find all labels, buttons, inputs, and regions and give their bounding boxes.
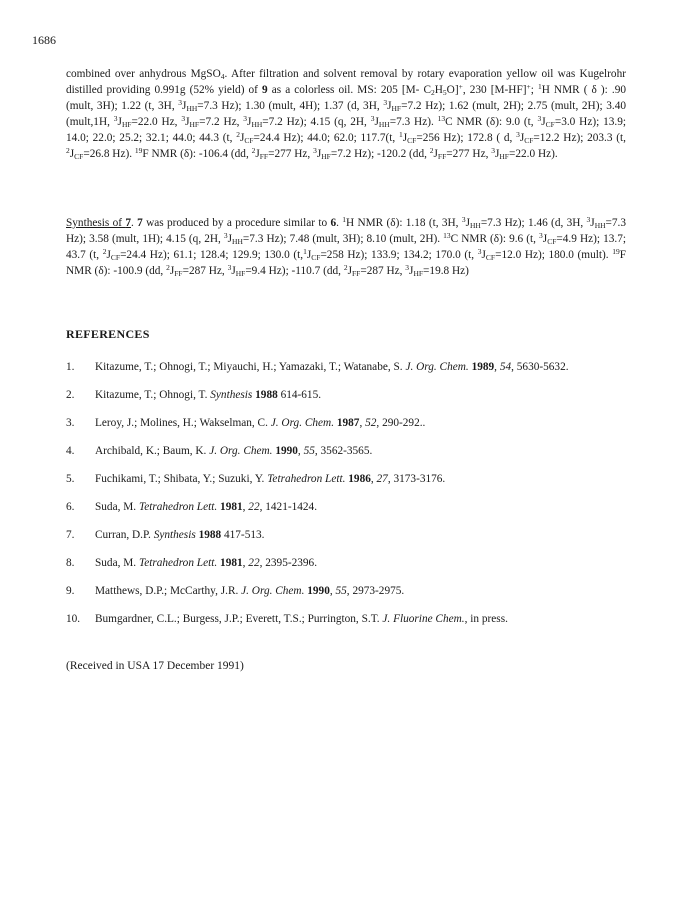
- reference-number: 8.: [66, 557, 75, 569]
- reference-journal: J. Org. Chem.: [209, 445, 273, 457]
- reference-number: 1.: [66, 361, 75, 373]
- reference-journal: J. Org. Chem.: [241, 585, 305, 597]
- reference-text: [95, 388, 595, 402]
- reference-number: 10.: [66, 613, 81, 625]
- reference-item: [66, 388, 626, 402]
- reference-number: 6.: [66, 501, 75, 513]
- reference-year: 1987: [336, 417, 360, 429]
- reference-year: 1988: [255, 389, 278, 401]
- reference-text: Suda, M. Tetrahedron Lett. 1981, 22, 1421-1424.: [95, 501, 318, 513]
- reference-text: Matthews, D.P.; McCarthy, J.R. J. Org. Chem. 1990, 55, 2973-2975.: [95, 585, 405, 597]
- reference-year: 1990: [307, 585, 330, 597]
- reference-volume: 52: [365, 417, 377, 429]
- reference-journal: J. Org. Chem.: [405, 361, 469, 373]
- reference-year: 1990: [275, 445, 298, 457]
- reference-item: [66, 416, 626, 430]
- reference-year: 1989: [471, 361, 495, 373]
- reference-year: 1981: [220, 557, 243, 569]
- reference-volume: 27: [376, 473, 388, 485]
- reference-text: Kitazume, T.; Ohnogi, T.; Miyauchi, H.; Yamazaki, T.; Watanabe, S. J. Org. Chem. 1989, 54, 5630-5632.: [95, 361, 569, 373]
- reference-authors: Suda, M.: [95, 501, 137, 513]
- reference-pages: 3562-3565.: [320, 445, 373, 457]
- reference-volume: 54: [499, 361, 512, 373]
- experimental-paragraph-synthesis-7: Synthesis of 7. 7 was produced by a procedure similar to 6. $^1$H NMR (δ): 1.18 (t, 3H, $^3J_{HH}=7.3$ Hz); 1.46 (d, 3H, $^3J_{HH}=7.3$ Hz); 3.58 (mult, 1H); 4.15 (q, 2H, $^3J_{HH}=7.3$ Hz); 7.48 (mult, 3H); 8.10 (mult, 2H). $^{13}$C NMR (δ): 9.6 (t, $^3J_{CF}=4.9$ Hz); 13.7; 43.7 (t, $^2J_{CF}=24.4$ Hz); 61.1; 128.4; 129.9; 130.0 ($t,^1J_{CF}=258$ Hz); 133.9; 134.2; 170.0 (t, $^3J_{CF}=12.0$ Hz); 180.0 (mult). $^{19}$F NMR (δ): -100.9 (dd, $^2J_{FF}=287$ Hz, $^3J_{HF}=9.4$ Hz); -110.7 (dd, $^2J_{FF}=287$ Hz, $^3J_{HF}=19.8$ Hz): [66, 215, 627, 278]
- reference-pages: 290-292..: [382, 417, 426, 429]
- reference-item: [66, 472, 626, 486]
- references-heading: REFERENCES: [66, 327, 150, 341]
- reference-text: Archibald, K.; Baum, K. J. Org. Chem. 1990, 55, 3562-3565.: [95, 445, 373, 457]
- reference-journal: Tetrahedron Lett.: [138, 557, 218, 569]
- received-date: (Received in USA 17 December 1991): [66, 660, 244, 672]
- reference-journal: Tetrahedron Lett.: [267, 473, 346, 485]
- reference-item: [66, 528, 626, 542]
- reference-authors: Archibald, K.; Baum, K.: [95, 445, 207, 457]
- reference-item: [66, 556, 626, 570]
- reference-authors: Leroy, J.; Molines, H.; Wakselman, C.: [95, 417, 268, 429]
- reference-volume: 22: [248, 557, 260, 569]
- reference-authors: Matthews, D.P.; McCarthy, J.R.: [95, 585, 239, 597]
- reference-item: [66, 584, 626, 598]
- reference-number: 7.: [66, 529, 75, 541]
- reference-pages: 614-615.: [280, 389, 322, 401]
- reference-item: [66, 500, 626, 514]
- reference-volume: 22: [248, 501, 260, 513]
- reference-year: 1981: [220, 501, 243, 513]
- reference-journal: J. Org. Chem.: [270, 417, 335, 429]
- reference-volume: 55: [335, 585, 347, 597]
- synthesis-heading: Synthesis of 7: [66, 217, 131, 229]
- reference-item: [66, 360, 626, 374]
- page-number: 1686: [32, 33, 56, 47]
- reference-journal: J. Fluorine Chem.: [382, 613, 465, 625]
- reference-number: 3.: [66, 417, 75, 429]
- reference-authors: Kitazume, T.; Ohnogi, T.; Miyauchi, H.; Yamazaki, T.; Watanabe, S.: [95, 361, 403, 373]
- reference-authors: Bumgardner, C.L.; Burgess, J.P.; Everett, T.S.; Purrington, S.T.: [95, 613, 380, 625]
- reference-pages: 3173-3176.: [393, 473, 446, 485]
- reference-year: 1986: [348, 473, 371, 485]
- reference-pages: 1421-1424.: [265, 501, 318, 513]
- reference-number: 4.: [66, 445, 75, 457]
- reference-journal: Synthesis: [210, 389, 253, 401]
- reference-list: [66, 360, 626, 640]
- reference-pages: 2395-2396.: [265, 557, 318, 569]
- reference-pages: 2973-2975.: [352, 585, 405, 597]
- reference-number: 9.: [66, 585, 75, 597]
- reference-pages: in press.: [470, 613, 508, 625]
- reference-text: Fuchikami, T.; Shibata, Y.; Suzuki, Y. Tetrahedron Lett. 1986, 27, 3173-3176.: [95, 473, 446, 485]
- reference-authors: Fuchikami, T.; Shibata, Y.; Suzuki, Y.: [95, 473, 265, 485]
- reference-item: [66, 444, 626, 458]
- reference-text: Suda, M. Tetrahedron Lett. 1981, 22, 2395-2396.: [95, 557, 318, 569]
- reference-text: Bumgardner, C.L.; Burgess, J.P.; Everett, T.S.; Purrington, S.T. J. Fluorine Chem., in press.: [95, 613, 508, 625]
- reference-journal: Synthesis: [153, 529, 196, 541]
- reference-authors: Suda, M.: [95, 557, 137, 569]
- reference-authors: Curran, D.P.: [95, 529, 151, 541]
- reference-pages: 5630-5632.: [516, 361, 569, 373]
- reference-text: [95, 528, 595, 542]
- reference-authors: Kitazume, T.; Ohnogi, T.: [95, 389, 208, 401]
- reference-pages: 417-513.: [223, 529, 265, 541]
- reference-item: [66, 612, 626, 626]
- reference-text: Leroy, J.; Molines, H.; Wakselman, C. J. Org. Chem. 1987, 52, 290-292..: [95, 417, 426, 429]
- reference-number: 5.: [66, 473, 75, 485]
- experimental-paragraph-compound-9: combined over anhydrous MgSO$_4$. After filtration and solvent removal by rotary evaporation yellow oil was Kugelrohr distilled providing 0.991g (52% yield) of 9 as a colorless oil. MS: 205 [M- $C_2H_5O]^+$, 230 [M-HF]+; $^1$H NMR ( δ ): .90 (mult, 3H); 1.22 (t, 3H, $^3J_{HH}=7.3$ Hz); 1.30 (mult, 4H); 1.37 (d, 3H, $^3J_{HF}=7.2$ Hz); 1.62 (mult, 2H); 2.75 (mult, 2H); 3.40 (mult,1H, $^3J_{HF}=22.0$ Hz, $^3J_{HF}=7.2$ Hz, $^3J_{HH}=7.2$ Hz); 4.15 (q, 2H, $^3J_{HH}=7.3$ Hz). $^{13}$C NMR (δ): 9.0 (t, $^3J_{CF}=3.0$ Hz); 13.9; 14.0; 22.0; 25.2; 32.1; 44.0; 44.3 (t, $^2J_{CF}=24.4$ Hz); 44.0; 62.0; 117.7(t, $^1J_{CF}=256$ Hz); 172.8 ( d, $^3J_{CF}=12.2$ Hz); 203.3 (t, $^2J_{CF}=26.8$ Hz). $^{19}$F NMR (δ): -106.4 (dd, $^2J_{FF}=277$ Hz, $^3J_{HF}=7.2$ Hz); -120.2 (dd, $^2J_{FF}=277$ Hz, $^3J_{HF}=22.0$ Hz).: [66, 68, 627, 161]
- reference-volume: 55: [303, 445, 315, 457]
- reference-number: 2.: [66, 389, 75, 401]
- reference-year: 1988: [198, 529, 222, 541]
- reference-journal: Tetrahedron Lett.: [138, 501, 218, 513]
